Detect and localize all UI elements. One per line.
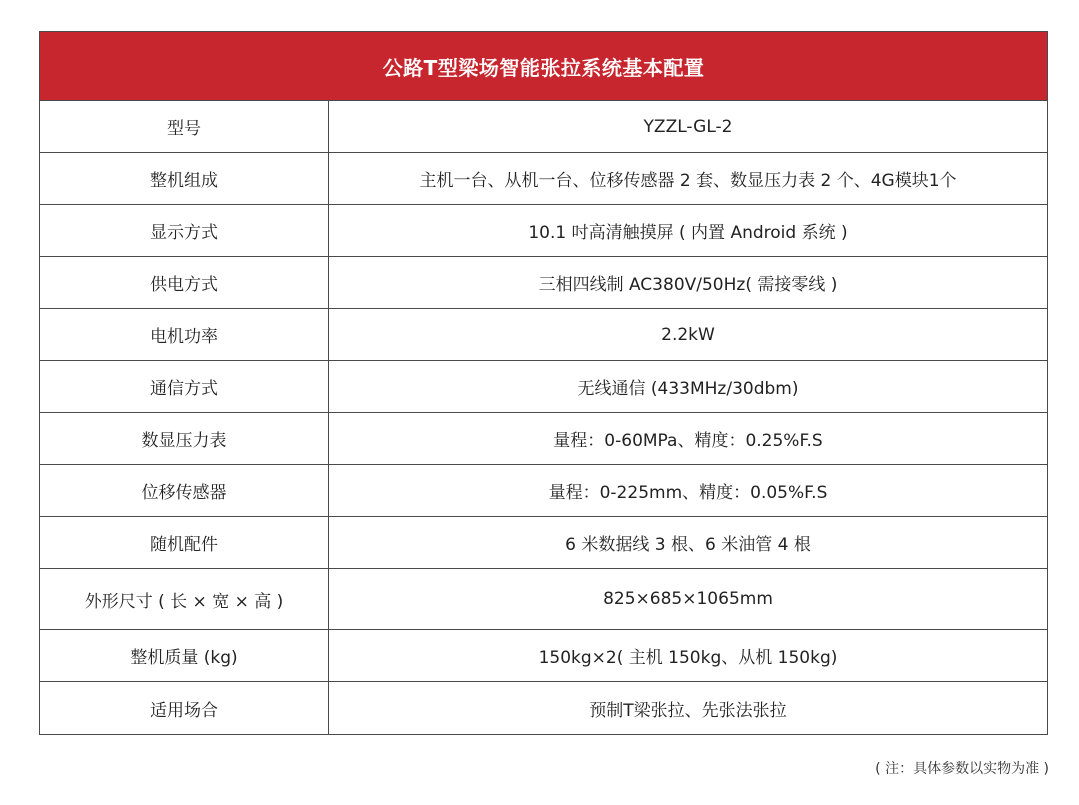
table-row: [40, 309, 1047, 361]
row-label-display: 显示方式: [40, 205, 329, 256]
row-label-power-supply: 供电方式: [40, 257, 329, 308]
table-row: [40, 569, 1047, 630]
row-value-communication: 无线通信 (433MHz/30dbm): [577, 379, 799, 399]
row-label-model: 型号: [40, 101, 329, 152]
row-label-accessories: 随机配件: [40, 517, 329, 568]
row-label-pressure-gauge: 数显压力表: [40, 413, 329, 464]
table-row: [40, 630, 1047, 682]
footnote: ( 注：具体参数以实物为准 ): [875, 761, 1049, 777]
table-row: [40, 465, 1047, 517]
row-value-weight: 150kg×2( 主机 150kg、从机 150kg): [538, 648, 838, 668]
row-label-displacement-sensor: 位移传感器: [40, 465, 329, 516]
row-value-application: 预制T梁张拉、先张法张拉: [589, 700, 787, 721]
table-row: [40, 153, 1047, 205]
row-value-displacement-sensor: 量程：0-225mm、精度：0.05%F.S: [548, 483, 828, 503]
table-row: [40, 361, 1047, 413]
row-value-accessories: 6 米数据线 3 根、6 米油管 4 根: [565, 535, 811, 555]
row-value-motor-power: 2.2kW: [661, 324, 715, 345]
row-value-dimensions: 825×685×1065mm: [603, 589, 773, 609]
table-row: [40, 413, 1047, 465]
row-label-weight: 整机质量 (kg): [40, 630, 329, 681]
row-value-power-supply: 三相四线制 AC380V/50Hz( 需接零线 ): [538, 275, 838, 295]
row-label-dimensions: 外形尺寸 ( 长 × 宽 × 高 ): [40, 569, 329, 629]
table-row: [40, 205, 1047, 257]
row-value-composition: 主机一台、从机一台、位移传感器 2 套、数显压力表 2 个、4G模块1个: [419, 171, 957, 191]
row-value-display: 10.1 吋高清触摸屏 ( 内置 Android 系统 ): [528, 223, 848, 243]
row-label-composition: 整机组成: [40, 153, 329, 204]
table-title: 公路T型梁场智能张拉系统基本配置: [40, 32, 1047, 101]
spec-table: [39, 31, 1048, 735]
table-row: [40, 682, 1047, 734]
table-row: [40, 517, 1047, 569]
row-label-communication: 通信方式: [40, 361, 329, 412]
row-value-model: YZZL-GL-2: [643, 116, 733, 137]
row-value-pressure-gauge: 量程：0-60MPa、精度：0.25%F.S: [553, 431, 823, 451]
table-row: [40, 101, 1047, 153]
row-label-application: 适用场合: [40, 682, 329, 734]
row-label-motor-power: 电机功率: [40, 309, 329, 360]
table-row: [40, 257, 1047, 309]
